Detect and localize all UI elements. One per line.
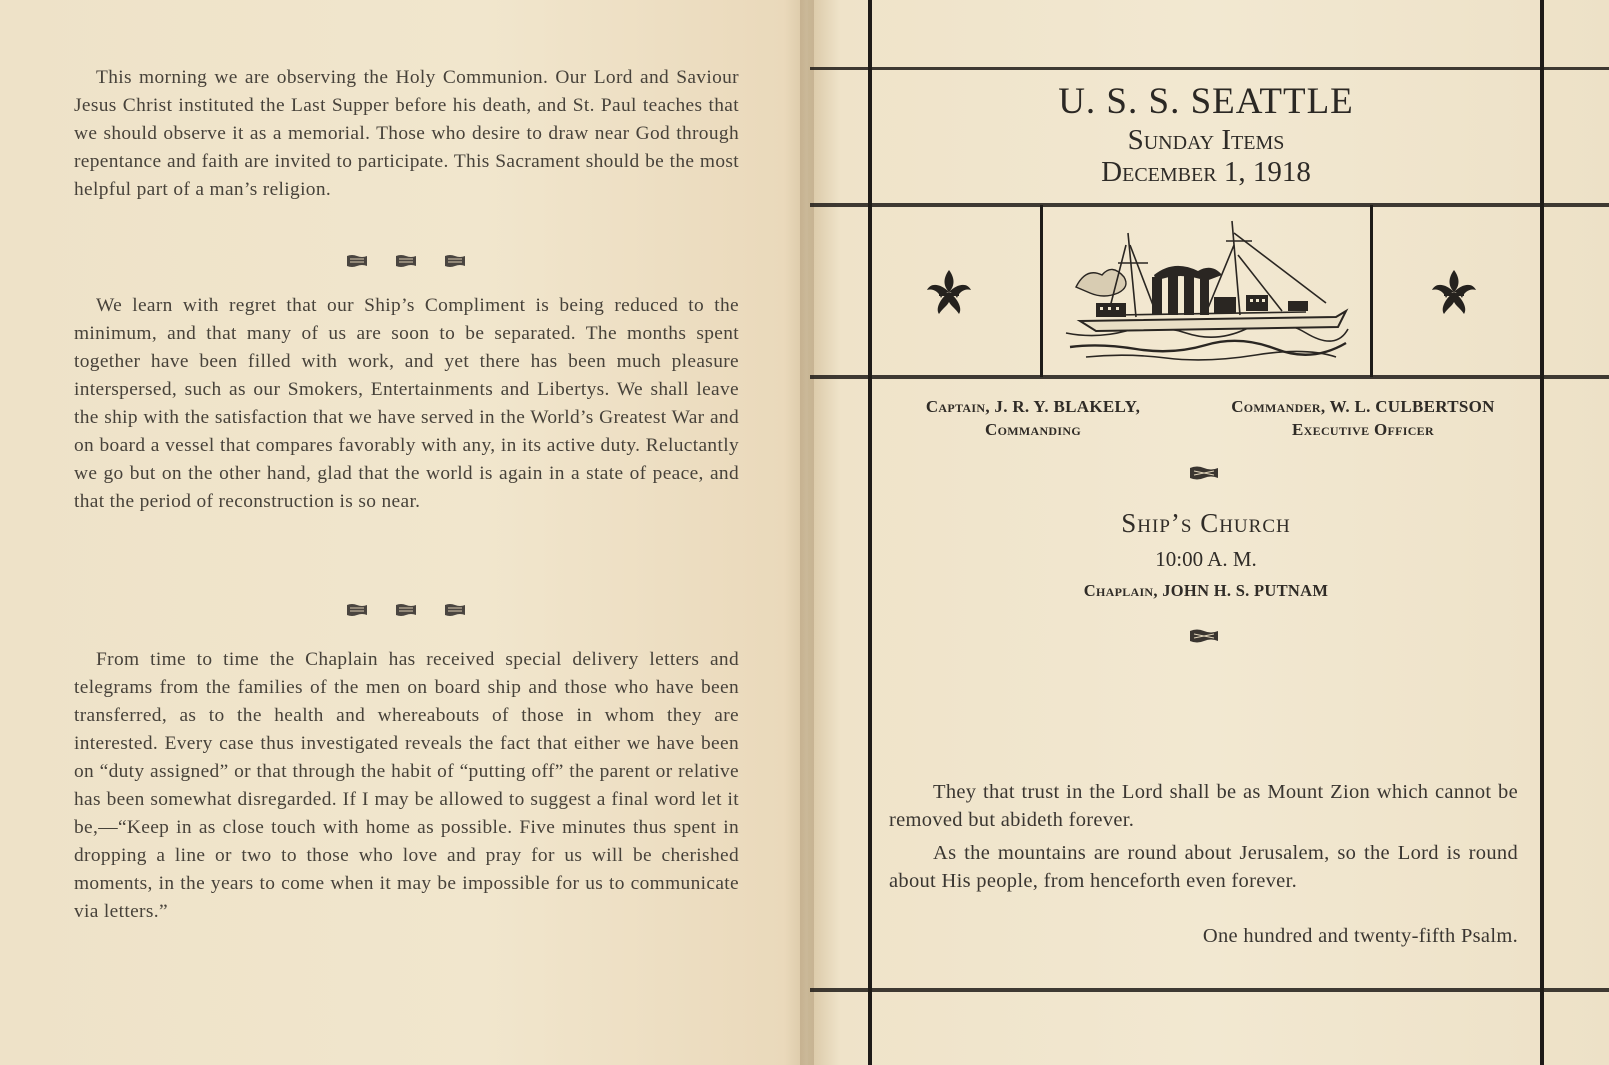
- page-fold: [800, 0, 814, 1065]
- fleur-ornament-icon: [925, 266, 973, 318]
- bulletin-date: December 1, 1918: [1101, 156, 1311, 188]
- pennant-flag-icon: [444, 254, 466, 268]
- captain-name: Captain, J. R. Y. BLAKELY,: [925, 397, 1141, 416]
- psalm-reference: One hundred and twenty-fifth Psalm.: [1202, 925, 1518, 947]
- scripture-verse-2: As the mountains are round about Jerusalem, so the Lord is round about His people, from henceforth even forever.: [889, 842, 1518, 892]
- warship-illustration: [1056, 215, 1356, 367]
- frame-rule-title-bottom: [810, 203, 1609, 207]
- ship-compliment-paragraph: We learn with regret that our Ship’s Compliment is being reduced to the minimum, and that many of us are soon to be separated. The months spent together have been filled with work, and yet there has been much pleasure interspersed, such as our Smokers, Entertainments and Libertys. We shall leave the ship with the satisfaction that we have served in the World’s Greatest War and on board a vessel that compares favorably with any, in its active duty. Reluctantly we go but on the other hand, glad that the world is again in a state of peace, and that the period of reconstruction is so near.: [74, 295, 739, 512]
- image-box-right-rule: [1370, 205, 1373, 377]
- frame-rule-top: [810, 67, 1609, 70]
- frame-rule-right: [1540, 0, 1544, 1065]
- commander-name: Commander, W. L. CULBERTSON: [1231, 397, 1495, 416]
- commander-block: [1198, 395, 1528, 441]
- ship-name: U. S. S. SEATTLE: [1058, 81, 1354, 122]
- pennant-flag-icon: [1189, 628, 1219, 644]
- flag-divider-2: [346, 603, 466, 617]
- frame-rule-bottom: [810, 988, 1609, 992]
- flag-divider-1: [346, 254, 466, 268]
- communion-paragraph: This morning we are observing the Holy Communion. Our Lord and Saviour Jesus Christ instituted the Last Supper before his death, and St. Paul teaches that we should observe it as a memorial. Those who desire to draw near God through repentance and faith are invited to participate. This Sacrament should be the most helpful part of a man’s religion.: [74, 67, 739, 200]
- frame-rule-image-bottom: [810, 375, 1609, 379]
- pennant-flag-icon: [346, 603, 368, 617]
- church-time: 10:00 A. M.: [1155, 547, 1257, 571]
- pennant-flag-icon: [395, 254, 417, 268]
- captain-role: Commanding: [985, 420, 1081, 439]
- chaplain-letters-paragraph: From time to time the Chaplain has received special delivery letters and telegrams from the families of the men on board ship and those who have been transferred, as to the health and whereabouts of those in whom they are interested. Every case thus investigated reveals the fact that either we have been on “duty assigned” or that through the habit of “putting off” the parent or relative has been somewhat disregarded. If I may be allowed to suggest a final word let it be,—“Keep in as close touch with home as possible. Five minutes thus spent in dropping a line or two to those who love and pray for us will be cherished moments, in the years to come when it may be impossible for us to communicate via letters.”: [74, 649, 739, 922]
- church-title: Ship’s Church: [1121, 508, 1291, 538]
- captain-block: [883, 395, 1183, 441]
- bulletin-subtitle: Sunday Items: [1127, 124, 1285, 156]
- scripture-verse-1: They that trust in the Lord shall be as Mount Zion which cannot be removed but abideth forever.: [889, 781, 1518, 831]
- pennant-flag-icon: [346, 254, 368, 268]
- pennant-flag-icon: [395, 603, 417, 617]
- chaplain-name: Chaplain, JOHN H. S. PUTNAM: [1083, 581, 1329, 600]
- pennant-flag-icon: [444, 603, 466, 617]
- fleur-ornament-icon: [1430, 266, 1478, 318]
- pennant-flag-icon: [1189, 465, 1219, 481]
- commander-role: Executive Officer: [1292, 420, 1434, 439]
- image-box-left-rule: [1040, 205, 1043, 377]
